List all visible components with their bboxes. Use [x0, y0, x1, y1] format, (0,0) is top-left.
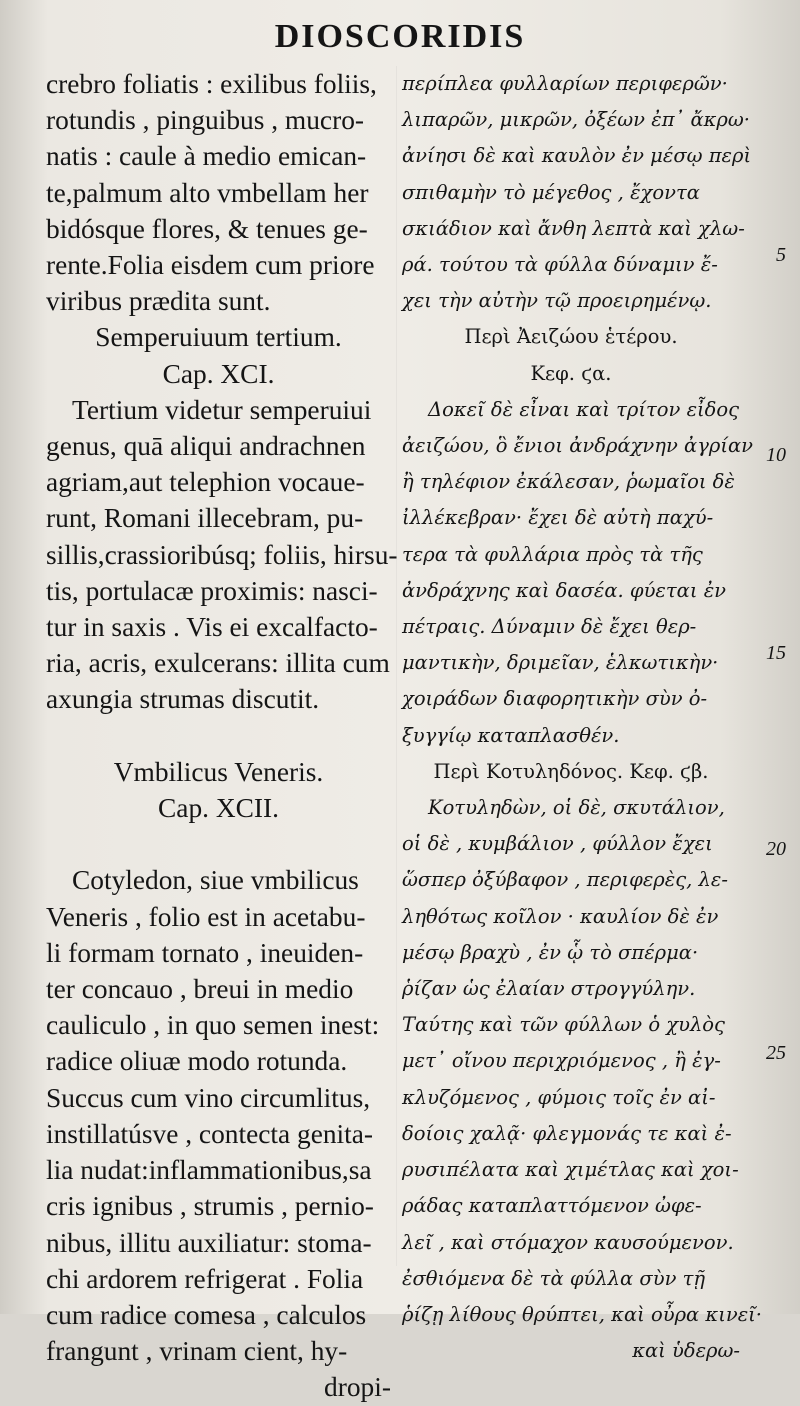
latin-column [46, 66, 398, 1406]
chapter-number-greek: Κεφ. ϛα. [530, 361, 612, 385]
latin-line: tis, portulacæ proximis: nasci- [46, 575, 378, 606]
latin-line: ter concauo , breui in medio [46, 974, 354, 1005]
latin-line: li formam tornato , ineuiden- [46, 937, 364, 968]
latin-line: Veneris , folio est in acetabu- [46, 901, 366, 932]
greek-line: μετ᾿ οἴνου περιχριόμενος , ἢ ἐγ- [402, 1049, 721, 1073]
margin-line-number: 10 [766, 444, 786, 466]
greek-column [402, 66, 763, 1369]
greek-line: λεῖ , καὶ στόμαχον καυσούμενον. [402, 1230, 734, 1254]
latin-line: chi ardorem refrigerat . Folia [46, 1263, 364, 1294]
margin-line-number: 15 [766, 642, 786, 664]
latin-line: sillis,crassioribúsq; foliis, hirsu- [46, 539, 398, 570]
greek-line: Δοκεῖ δὲ εἶναι καὶ τρίτον εἶδος [428, 397, 740, 421]
latin-line: axungia strumas discutit. [46, 684, 320, 715]
greek-line: περίπλεα φυλλαρίων περιφερῶν· [402, 72, 728, 95]
greek-line: ἀειζώου, ὃ ἔνιοι ἀνδράχνην ἀγρίαν [402, 434, 753, 458]
greek-line: ῥίζαν ὡς ἐλαίαν στρογγύλην. [402, 977, 696, 1001]
chapter-number-latin: Cap. XCI. [162, 358, 275, 389]
latin-line: radice oliuæ modo rotunda. [46, 1046, 348, 1077]
greek-line: ξυγγίῳ καταπλασθέν. [402, 723, 620, 747]
greek-line: κλυζόμενος , φύμοις τοῖς ἐν αἰ- [402, 1085, 716, 1109]
margin-line-number: 20 [766, 838, 786, 860]
greek-line: ράδας καταπλαττόμενον ὠφε- [402, 1194, 702, 1218]
greek-line: σπιθαμὴν τὸ μέγεθος , ἔχοντα [402, 180, 700, 204]
greek-line: χει τὴν αὐτὴν τῷ προειρημένῳ. [402, 289, 712, 313]
latin-line: natis : caule à medio emican- [46, 141, 367, 172]
greek-line: δοίοις χαλᾷ· φλεγμονάς τε καὶ ἐ- [402, 1121, 732, 1145]
latin-line: cris ignibus , strumis , pernio- [46, 1191, 374, 1222]
greek-line: ληθότως κοῖλον · καυλίον δὲ ἐν [402, 904, 719, 928]
latin-line: agriam,aut telephion vocaue- [46, 467, 365, 498]
greek-catchword: καὶ ὑδερω- [632, 1339, 740, 1363]
latin-line: viribus prædita sunt. [46, 286, 271, 317]
greek-line: οἱ δὲ , κυμβάλιον , φύλλον ἔχει [402, 832, 713, 856]
margin-line-number: 5 [776, 244, 786, 266]
latin-line: tur in saxis . Vis ei excalfacto- [46, 612, 378, 643]
greek-line: μαντικὴν, δριμεῖαν, ἑλκωτικὴν· [402, 651, 719, 675]
running-header: DIOSCORIDIS [274, 18, 526, 55]
greek-line: ὥσπερ ὀξύβαφον , περιφερὲς, λε- [402, 868, 728, 892]
section-title-greek: Περὶ Κοτυληδόνος. Κεφ. ϛβ. [433, 759, 709, 783]
greek-line: Ταύτης καὶ τῶν φύλλων ὁ χυλὸς [402, 1013, 725, 1037]
latin-line: cauliculo , in quo semen inest: [46, 1010, 380, 1041]
latin-line: cum radice comesa , calculos [46, 1299, 367, 1330]
latin-spacer [46, 718, 391, 754]
latin-line: Cotyledon, siue vmbilicus [72, 865, 359, 896]
latin-line: genus, quā aliqui andrachnen [46, 431, 366, 462]
latin-line: lia nudat:inflammationibus,sa [46, 1155, 372, 1186]
greek-line: ρά. τούτου τὰ φύλλα δύναμιν ἔ- [402, 253, 718, 277]
margin-line-number: 25 [766, 1042, 786, 1064]
greek-line: μέσῳ βραχὺ , ἐν ᾧ τὸ σπέρμα· [402, 940, 699, 964]
latin-line: nibus, illitu auxiliatur: stoma- [46, 1227, 372, 1258]
greek-line: ῥίζῃ λίθους θρύπτει, καὶ οὖρα κινεῖ· [402, 1302, 763, 1326]
latin-line: crebro foliatis : exilibus foliis, [46, 69, 377, 99]
greek-line: ἢ τηλέφιον ἐκάλεσαν, ῥωμαῖοι δὲ [402, 470, 735, 494]
column-gutter [396, 66, 397, 1266]
greek-line: Κοτυληδὼν, οἱ δὲ, σκυτάλιον, [428, 796, 725, 820]
latin-line: runt, Romani illecebram, pu- [46, 503, 364, 534]
section-title-latin: Semperuiuum tertium. [95, 322, 342, 353]
greek-line: ἀνίησι δὲ καὶ καυλὸν ἐν μέσῳ περὶ [402, 144, 752, 168]
greek-line: ἀνδράχνης καὶ δασέα. φύεται ἐν [402, 578, 727, 602]
greek-line: ἰλλέκεβραν· ἔχει δὲ αὐτὴ παχύ- [402, 506, 714, 530]
latin-catchword: dropi- [324, 1372, 391, 1403]
latin-line: Tertium videtur semperuiui [72, 394, 372, 425]
greek-line: πέτραις. Δύναμιν δὲ ἔχει θερ- [402, 615, 697, 639]
latin-line: te,palmum alto vmbellam her [46, 177, 369, 208]
latin-line: instillatúsve , contecta genita- [46, 1118, 374, 1149]
chapter-number-latin: Cap. XCII. [158, 793, 279, 824]
latin-line: ria, acris, exulcerans: illita cum [46, 648, 390, 679]
latin-line: Succus cum vino circumlitus, [46, 1082, 371, 1113]
greek-line: ρυσιπέλατα καὶ χιμέτλας καὶ χοι- [402, 1158, 739, 1182]
latin-line: rotundis , pinguibus , mucro- [46, 105, 365, 136]
section-title-latin: Vmbilicus Veneris. [113, 756, 324, 787]
greek-line: σκιάδιον καὶ ἄνθη λεπτὰ καὶ χλω- [402, 216, 745, 240]
latin-line: frangunt , vrinam cient, hy- [46, 1336, 348, 1367]
latin-line: rente.Folia eisdem cum priore [46, 250, 375, 281]
greek-line: τερα τὰ φυλλάρια πρὸς τὰ τῆς [402, 542, 703, 566]
greek-line: χοιράδων διαφορητικὴν σὺν ὀ- [402, 687, 708, 711]
section-title-greek: Περὶ Ἀειζώου ἑτέρου. [464, 325, 678, 349]
latin-line: bidósque flores, & tenues ge- [46, 213, 368, 244]
latin-spacer [46, 826, 391, 862]
greek-line: ἐσθιόμενα δὲ τὰ φύλλα σὺν τῇ [402, 1266, 706, 1290]
greek-line: λιπαρῶν, μικρῶν, ὀξέων ἐπ᾿ ἄκρω· [402, 108, 750, 132]
